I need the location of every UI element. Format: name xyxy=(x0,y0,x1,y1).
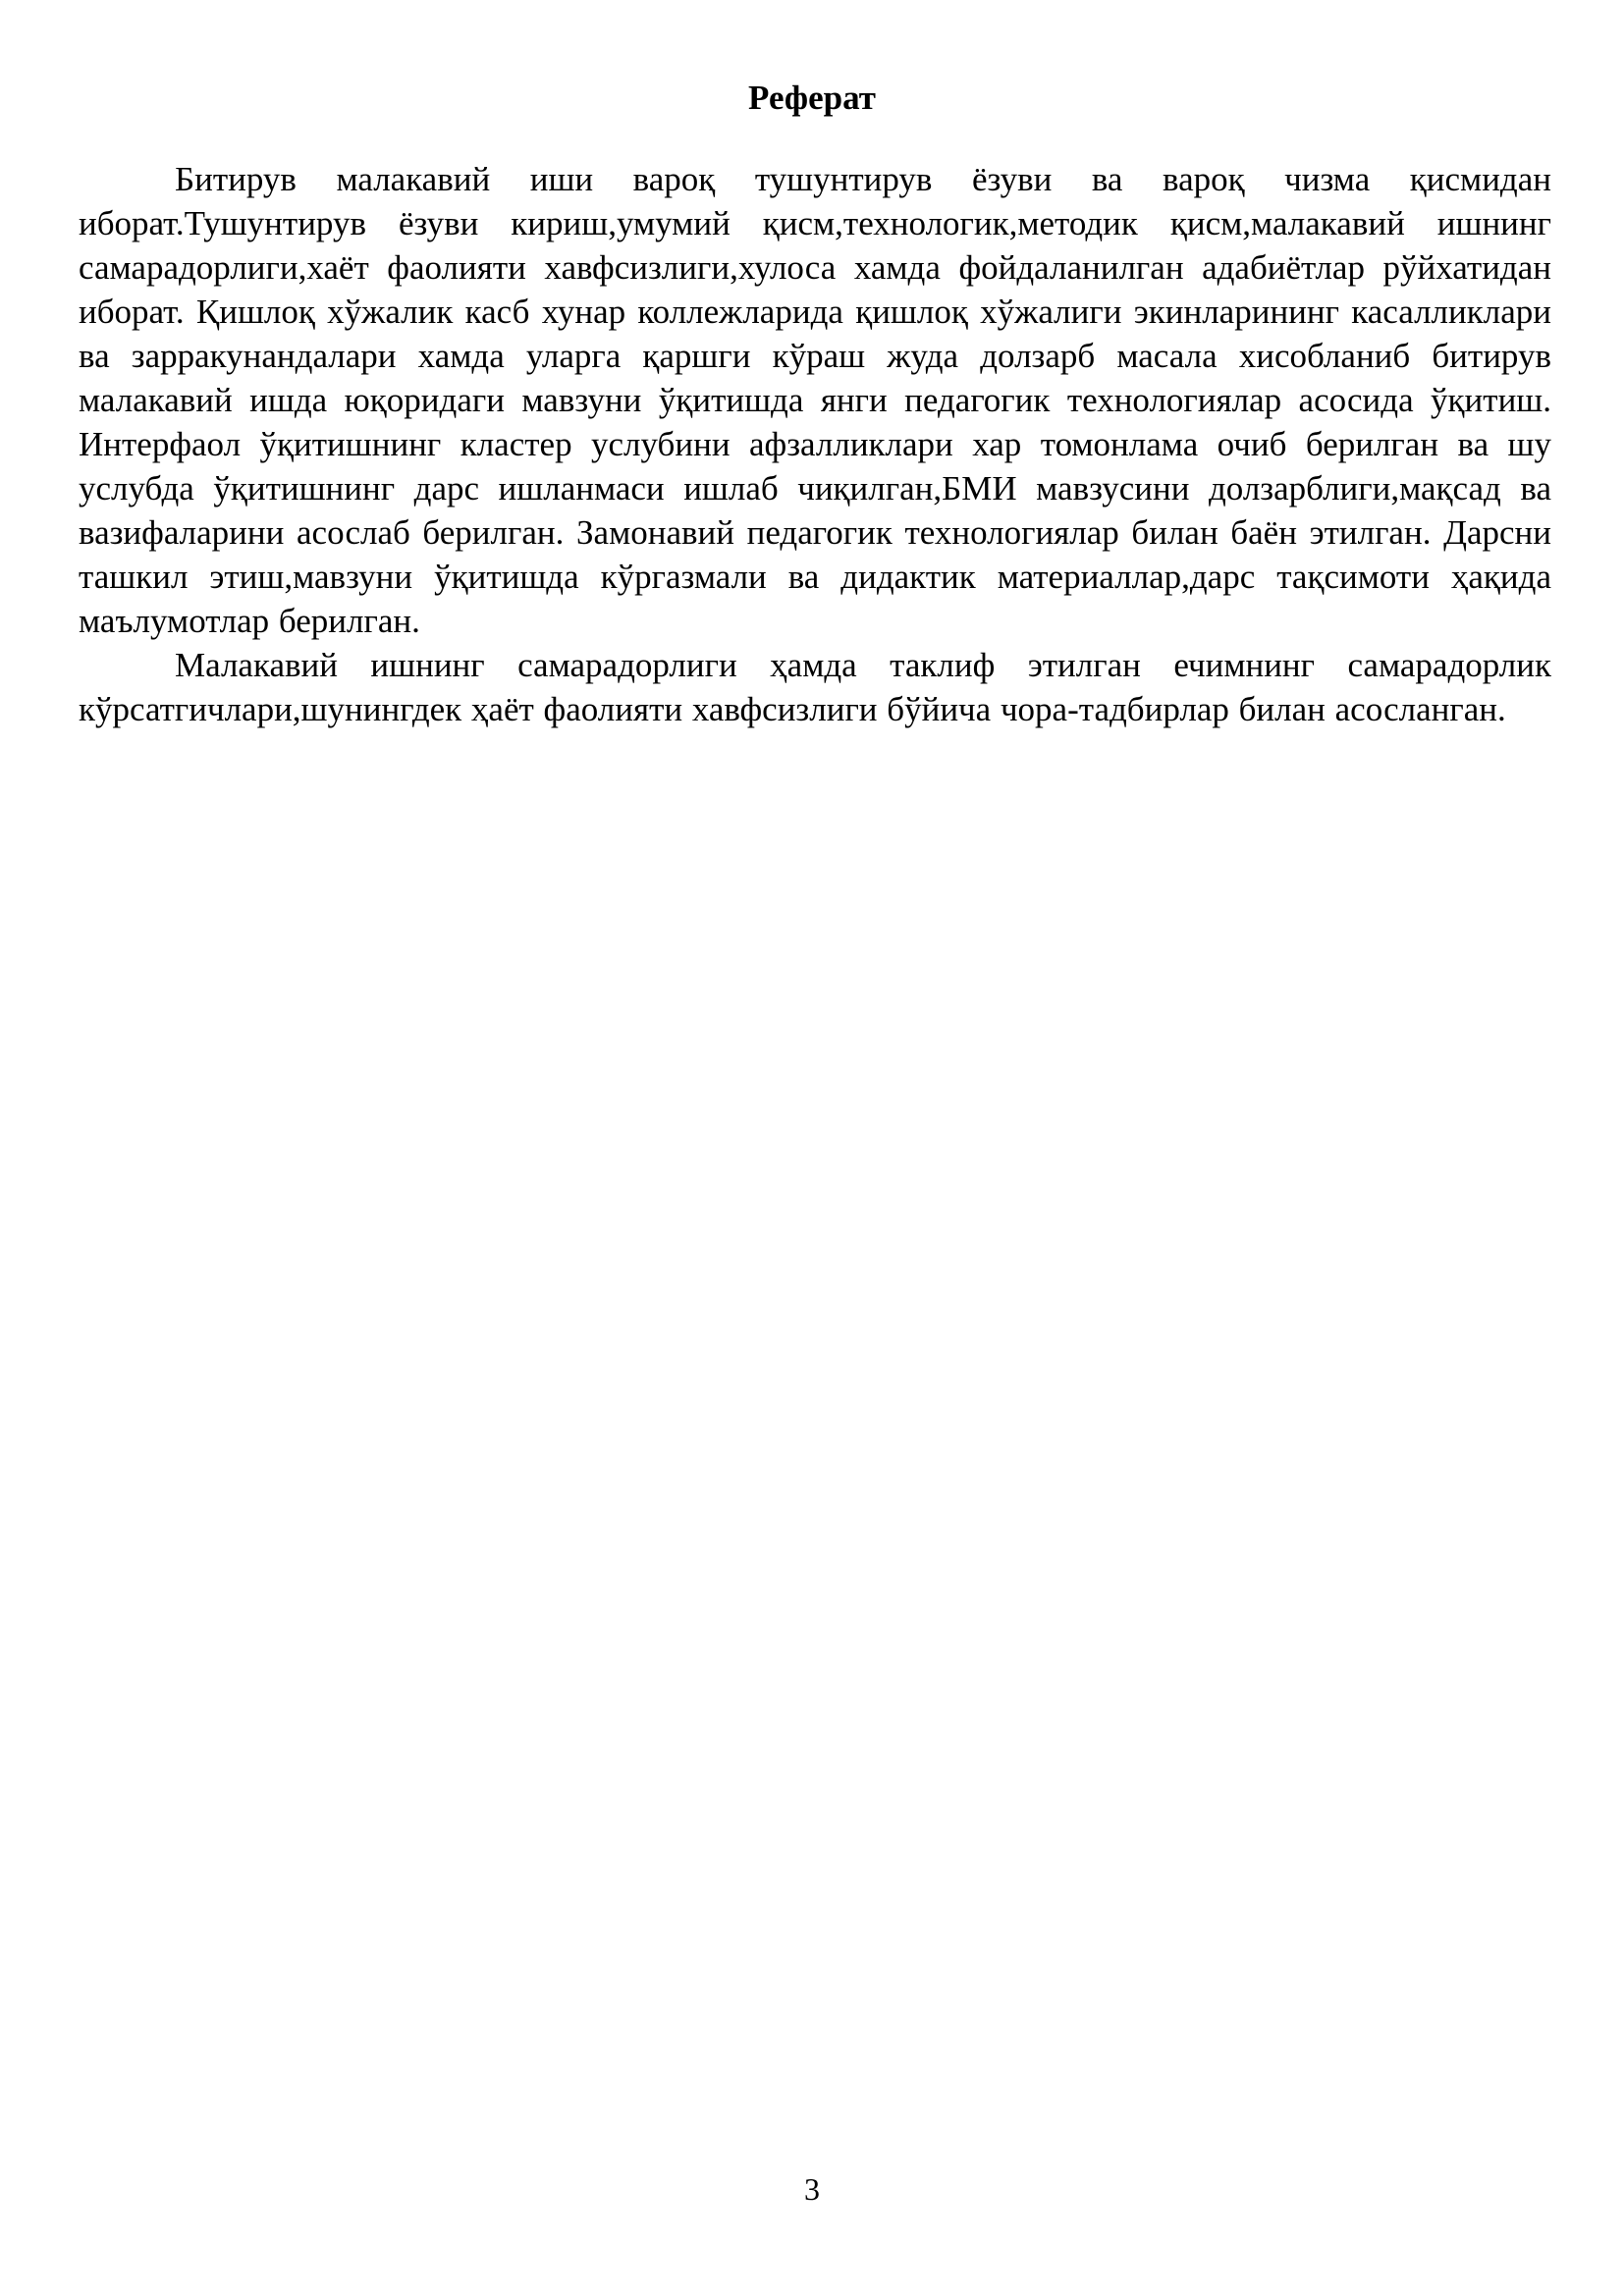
paragraph-2: Малакавий ишнинг самарадорлиги ҳамда таклиф этилган ечимнинг самарадорлик кўрсатгичлари,шунингдек ҳаёт фаолияти хавфсизлиги бўйича чора-тадбирлар билан асосланган. xyxy=(79,646,1551,728)
paragraph-1: Битирув малакавий иши вароқ тушунтирув ёзуви ва вароқ чизма қисмидан иборат.Тушунтирув ёзуви кириш,умумий қисм,технологик,методик қисм,малакавий ишнинг самарадорлиги,хаёт фаолияти хавфсизлиги,хулоса хамда фойдаланилган адабиётлар рўйхатидан иборат. Қишлоқ хўжалик касб хунар коллежларида қишлоқ хўжалиги экинларининг касалликлари ва зарракунандалари хамда уларга қаршги кўраш жуда долзарб масала хисобланиб битирув малакавий ишда юқоридаги мавзуни ўқитишда янги педагогик технологиялар асосида ўқитиш. Интерфаол ўқитишнинг кластер услубини афзалликлари хар томонлама очиб берилган ва шу услубда ўқитишнинг дарс ишланмаси ишлаб чиқилган,БМИ мавзусини долзарблиги,мақсад ва вазифаларини асослаб берилган. Замонавий педагогик технологиялар билан баён этилган. Дарсни ташкил этиш,мавзуни ўқитишда кўргазмали ва дидактик материаллар,дарс тақсимоти ҳақида маълумотлар берилган. xyxy=(79,160,1551,640)
document-body xyxy=(79,157,1551,731)
page-number: 3 xyxy=(804,2171,820,2207)
document-title: Реферат xyxy=(748,79,876,117)
